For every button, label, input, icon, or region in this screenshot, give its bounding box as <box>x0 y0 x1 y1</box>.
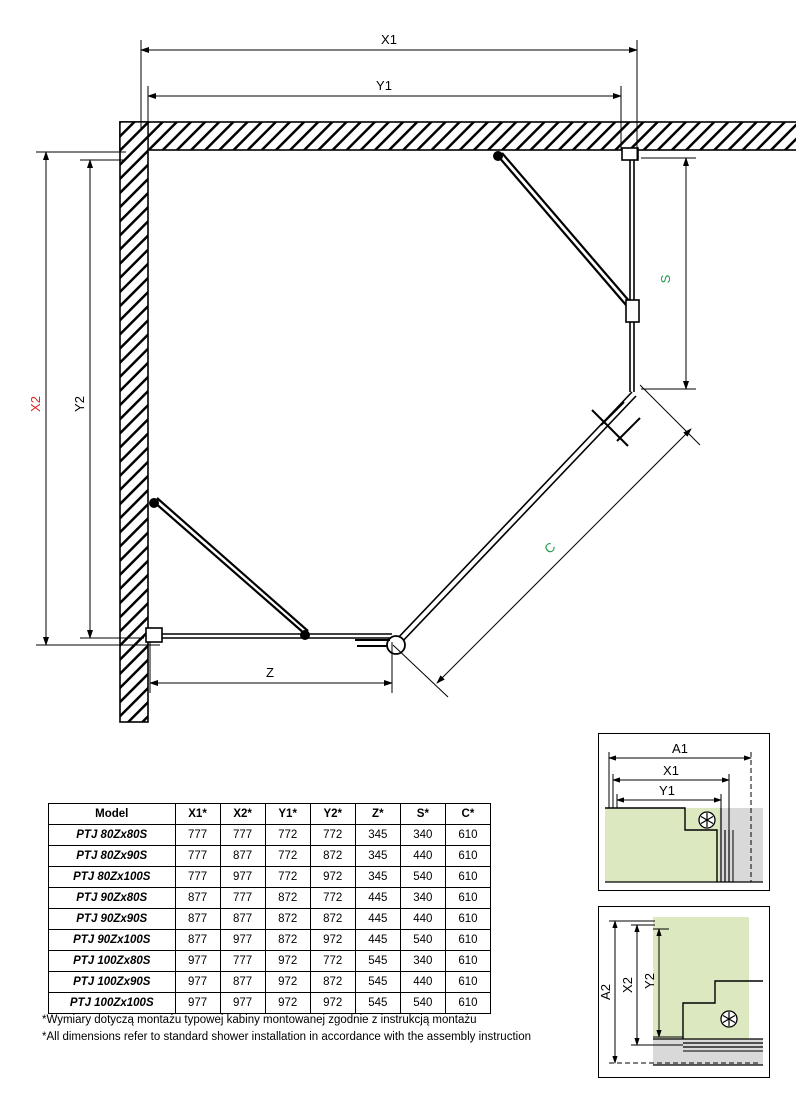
cell-s: 340 <box>400 951 445 972</box>
cell-x2: 877 <box>220 909 265 930</box>
cell-model: PTJ 90Zx100S <box>49 930 176 951</box>
cell-y2: 872 <box>310 846 355 867</box>
cell-y2: 872 <box>310 972 355 993</box>
table-header-row <box>49 804 491 825</box>
cell-model: PTJ 100Zx100S <box>49 993 176 1014</box>
cell-c: 610 <box>445 888 490 909</box>
cell-z: 345 <box>355 846 400 867</box>
detail-bottom-label-x2: X2 <box>620 977 635 993</box>
cell-x2: 977 <box>220 867 265 888</box>
detail-bottom-label-a2: A2 <box>599 984 613 1000</box>
table-row <box>49 972 491 993</box>
cell-y1: 972 <box>265 951 310 972</box>
col-header-s: S* <box>400 804 445 825</box>
col-header-y1: Y1* <box>265 804 310 825</box>
footnote-en: *All dimensions refer to standard shower installation in accordance with the assembly instruction <box>42 1031 531 1043</box>
cell-model: PTJ 100Zx90S <box>49 972 176 993</box>
cell-y1: 772 <box>265 846 310 867</box>
col-header-c: C* <box>445 804 490 825</box>
detail-top-label-x1: X1 <box>663 763 679 778</box>
cell-x1: 777 <box>175 846 220 867</box>
cell-z: 545 <box>355 972 400 993</box>
cell-y1: 872 <box>265 930 310 951</box>
col-header-model: Model <box>49 804 176 825</box>
table-row <box>49 825 491 846</box>
cell-z: 345 <box>355 867 400 888</box>
cell-x1: 977 <box>175 972 220 993</box>
label-s: S <box>658 274 673 284</box>
detail-top-drawing <box>599 734 769 890</box>
col-header-x1: X1* <box>175 804 220 825</box>
label-y1: Y1 <box>376 78 392 93</box>
cell-c: 610 <box>445 972 490 993</box>
cell-c: 610 <box>445 867 490 888</box>
table-row <box>49 930 491 951</box>
door-handle <box>592 402 640 446</box>
cell-c: 610 <box>445 930 490 951</box>
cell-z: 545 <box>355 951 400 972</box>
cell-model: PTJ 80Zx80S <box>49 825 176 846</box>
cell-x1: 877 <box>175 930 220 951</box>
cell-x1: 977 <box>175 993 220 1014</box>
cell-y2: 772 <box>310 825 355 846</box>
wall-hatching <box>120 122 796 722</box>
col-header-y2: Y2* <box>310 804 355 825</box>
fixing-screw-icon <box>699 812 715 828</box>
cell-y1: 972 <box>265 993 310 1014</box>
cell-z: 445 <box>355 909 400 930</box>
cell-model: PTJ 100Zx80S <box>49 951 176 972</box>
table-row <box>49 867 491 888</box>
cell-x2: 877 <box>220 972 265 993</box>
cell-c: 610 <box>445 993 490 1014</box>
cell-s: 540 <box>400 993 445 1014</box>
detail-bottom-drawing <box>599 907 769 1077</box>
table-row <box>49 888 491 909</box>
detail-top-label-a1: A1 <box>672 741 688 756</box>
cell-model: PTJ 80Zx100S <box>49 867 176 888</box>
cell-c: 610 <box>445 825 490 846</box>
label-x2: X2 <box>28 396 43 412</box>
cell-z: 445 <box>355 930 400 951</box>
label-y2: Y2 <box>72 396 87 412</box>
cell-s: 440 <box>400 909 445 930</box>
cell-x1: 977 <box>175 951 220 972</box>
cell-x1: 777 <box>175 867 220 888</box>
cell-x2: 777 <box>220 888 265 909</box>
cell-s: 540 <box>400 930 445 951</box>
cell-y2: 772 <box>310 951 355 972</box>
cell-z: 345 <box>355 825 400 846</box>
cell-x1: 877 <box>175 888 220 909</box>
stabiliser-bars <box>154 153 636 634</box>
detail-bottom-label-y2: Y2 <box>642 973 657 989</box>
footnotes <box>42 1012 531 1046</box>
label-c: C <box>541 539 559 557</box>
cell-s: 540 <box>400 867 445 888</box>
fixing-screw-icon <box>721 1011 737 1027</box>
cell-y1: 872 <box>265 909 310 930</box>
cell-y2: 972 <box>310 993 355 1014</box>
cell-z: 545 <box>355 993 400 1014</box>
cell-model: PTJ 90Zx90S <box>49 909 176 930</box>
cell-s: 340 <box>400 888 445 909</box>
cell-x2: 777 <box>220 825 265 846</box>
detail-top-label-y1: Y1 <box>659 783 675 798</box>
table-row <box>49 993 491 1014</box>
bar-fixings <box>146 148 639 642</box>
cell-y2: 872 <box>310 909 355 930</box>
detail-view-bottom <box>598 906 770 1078</box>
specification-table <box>48 803 491 1014</box>
cell-y2: 972 <box>310 867 355 888</box>
cell-s: 440 <box>400 846 445 867</box>
cell-x2: 977 <box>220 930 265 951</box>
cell-s: 440 <box>400 972 445 993</box>
cell-y1: 772 <box>265 825 310 846</box>
cell-x1: 877 <box>175 909 220 930</box>
cell-c: 610 <box>445 951 490 972</box>
col-header-x2: X2* <box>220 804 265 825</box>
cell-y2: 772 <box>310 888 355 909</box>
specification-table-wrapper <box>48 803 491 1014</box>
cell-y1: 772 <box>265 867 310 888</box>
cell-y1: 872 <box>265 888 310 909</box>
cell-z: 445 <box>355 888 400 909</box>
table-row <box>49 846 491 867</box>
cell-x2: 777 <box>220 951 265 972</box>
detail-view-top <box>598 733 770 891</box>
cell-c: 610 <box>445 909 490 930</box>
cell-x1: 777 <box>175 825 220 846</box>
cell-c: 610 <box>445 846 490 867</box>
dimension-s <box>641 158 696 389</box>
cell-y1: 972 <box>265 972 310 993</box>
table-row <box>49 951 491 972</box>
cell-y2: 972 <box>310 930 355 951</box>
label-z: Z <box>266 665 274 680</box>
cell-x2: 977 <box>220 993 265 1014</box>
cell-model: PTJ 80Zx90S <box>49 846 176 867</box>
table-row <box>49 909 491 930</box>
footnote-pl: *Wymiary dotyczą montażu typowej kabiny montowanej zgodnie z instrukcją montażu <box>42 1014 477 1026</box>
cell-s: 340 <box>400 825 445 846</box>
col-header-z: Z* <box>355 804 400 825</box>
cell-model: PTJ 90Zx80S <box>49 888 176 909</box>
label-x1: X1 <box>381 32 397 47</box>
cell-x2: 877 <box>220 846 265 867</box>
